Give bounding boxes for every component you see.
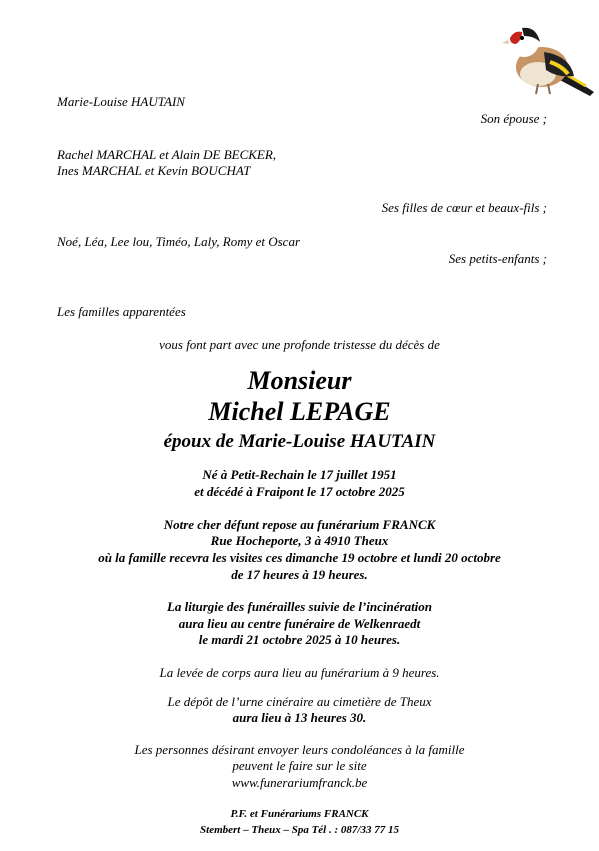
grandchildren-names: Noé, Léa, Lee lou, Timéo, Laly, Romy et Oscar: [57, 234, 301, 249]
urn-line-2: aura lieu à 13 heures 30.: [232, 710, 367, 725]
condolences-line-2: peuvent le faire sur le site: [232, 758, 367, 773]
spouse-role: Son épouse ;: [480, 111, 547, 126]
relatives-line: Les familles apparentées: [57, 304, 186, 319]
urn-line-1: Le dépôt de l’urne cinéraire au cimetière de Theux: [167, 694, 432, 709]
visitation-line-4: de 17 heures à 19 heures.: [231, 567, 368, 582]
visitation-line-3: où la famille recevra les visites ces dimanche 19 octobre et lundi 20 octobre: [98, 550, 501, 565]
condolences-line-1: Les personnes désirant envoyer leurs condoléances à la famille: [134, 742, 465, 757]
ceremony-line-2: aura lieu au centre funéraire de Welkenraedt: [178, 616, 421, 631]
deceased-name: Michel LEPAGE: [208, 397, 391, 426]
visitation-line-1: Notre cher défunt repose au funérarium FRANCK: [163, 517, 436, 532]
announcement-intro: vous font part avec une profonde tristesse du décès de: [159, 337, 440, 352]
honorific: Monsieur: [247, 366, 352, 395]
levee-line: La levée de corps aura lieu au funérarium à 9 heures.: [159, 665, 440, 680]
spouse-of-line: époux de Marie-Louise HAUTAIN: [163, 431, 436, 452]
footer-company: P.F. et Funérariums FRANCK: [230, 808, 369, 820]
grandchildren-role: Ses petits-enfants ;: [448, 251, 547, 266]
footer-contact: Stembert – Theux – Spa Tél . : 087/33 77 15: [200, 824, 399, 836]
spouse-name: Marie-Louise HAUTAIN: [57, 94, 185, 109]
visitation-line-2: Rue Hocheporte, 3 à 4910 Theux: [210, 533, 389, 548]
death-info: et décédé à Fraipont le 17 octobre 2025: [194, 484, 405, 499]
goldfinch-icon: [500, 12, 596, 96]
daughters-line-1: Rachel MARCHAL et Alain DE BECKER,: [57, 147, 277, 162]
website-link[interactable]: www.funerariumfranck.be: [231, 775, 368, 790]
ceremony-line-1: La liturgie des funérailles suivie de l’incinération: [166, 599, 433, 614]
daughters-line-2: Ines MARCHAL et Kevin BOUCHAT: [57, 163, 251, 178]
ceremony-line-3: le mardi 21 octobre 2025 à 10 heures.: [198, 632, 401, 647]
daughters-role: Ses filles de cœur et beaux-fils ;: [381, 200, 547, 215]
birth-info: Né à Petit-Rechain le 17 juillet 1951: [202, 467, 397, 482]
